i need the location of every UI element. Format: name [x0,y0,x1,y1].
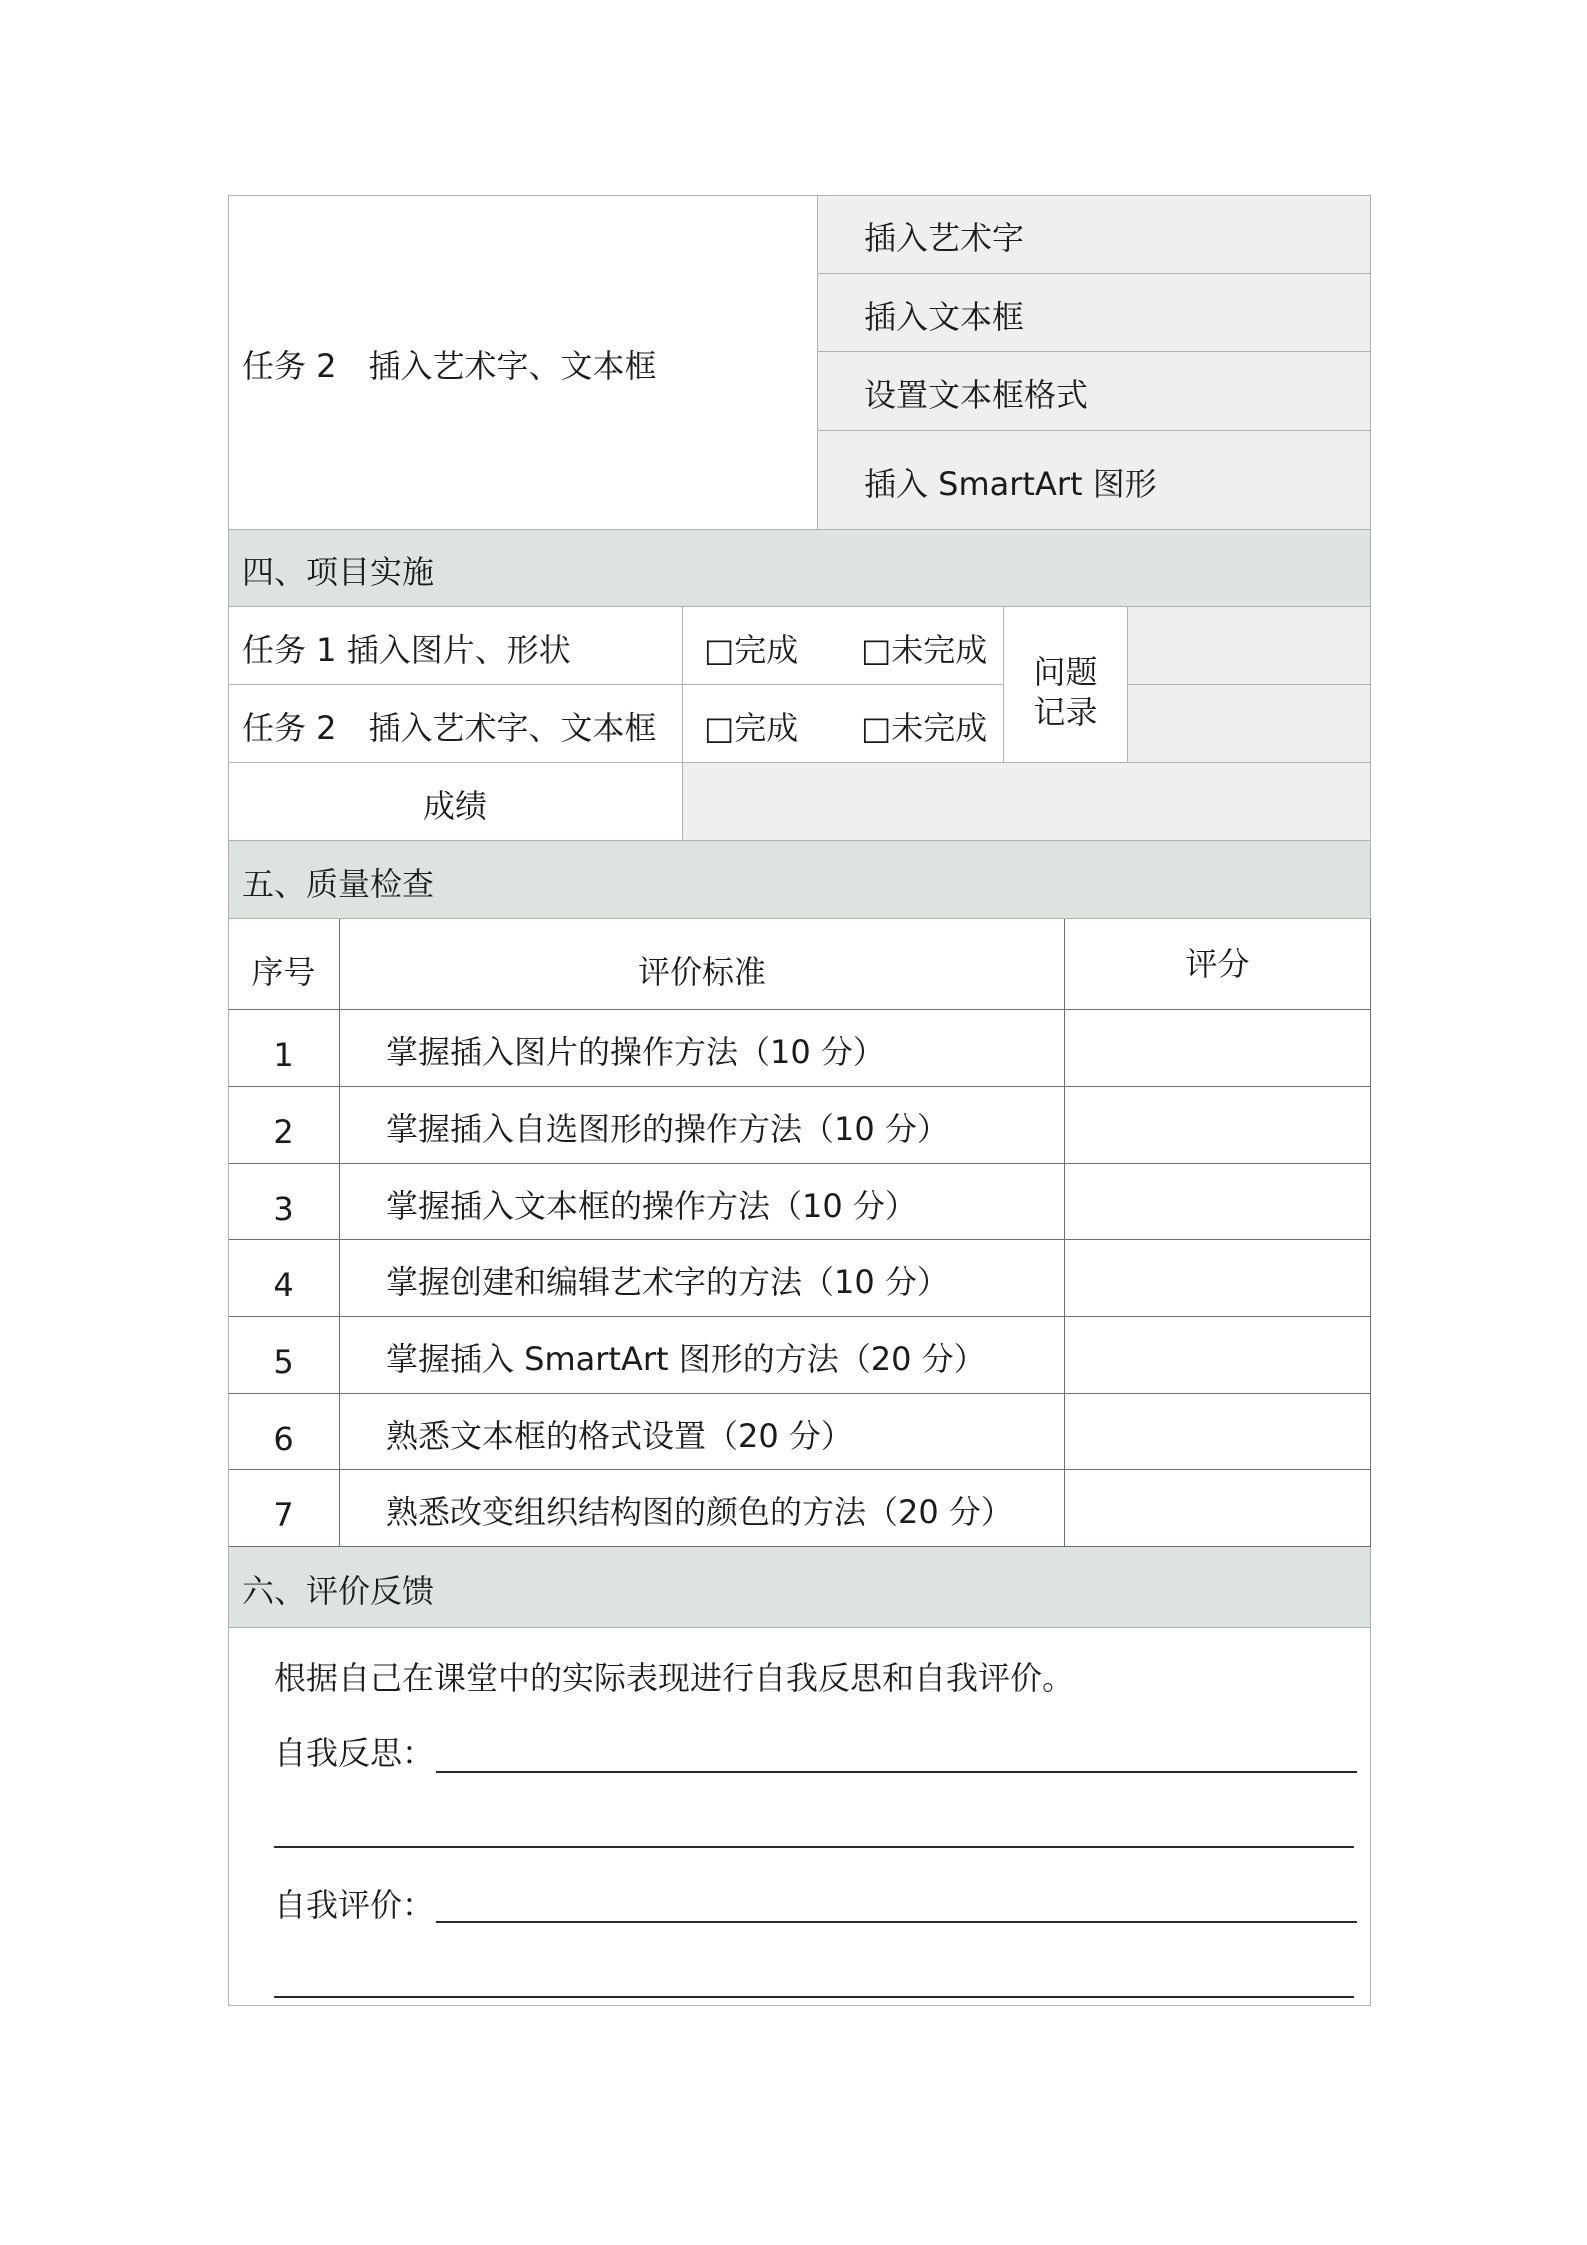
row-criteria-text: 掌握插入文本框的操作方法（10 分） [386,1186,917,1225]
section6-header [228,1547,1371,1628]
task2-step-1: 插入艺术字 [864,219,1025,257]
table-row-score [1065,1317,1371,1394]
table-row-criteria [340,1240,1065,1317]
score-label-cell [228,763,683,841]
task2-step-3: 设置文本框格式 [864,376,1089,414]
table-row-no [228,1394,340,1470]
issue-record-label-cell [1004,607,1128,763]
table-row-criteria [340,1470,1065,1547]
task1-name: 任务 1 插入图片、形状 [242,630,571,669]
section5-header [228,841,1371,919]
task2-step-2: 插入文本框 [864,297,1025,336]
table-row-score [1065,1394,1371,1470]
col-header-no-text: 序号 [251,953,316,991]
row-no: 5 [273,1343,294,1381]
table-row-no [228,1164,340,1240]
table-row-no [228,1240,340,1317]
row-no: 6 [273,1419,294,1458]
table-row-criteria [340,1087,1065,1164]
table-row-score [1065,1240,1371,1317]
table-row-criteria [340,1010,1065,1087]
row-criteria-text: 掌握插入自选图形的操作方法（10 分） [386,1110,949,1148]
task2-title: 任务 2 插入艺术字、文本框 [242,347,657,385]
score-field [683,763,1371,841]
table-row-no [228,1317,340,1394]
row-no: 1 [273,1036,294,1074]
table-row-criteria [340,1164,1065,1240]
task2-name: 任务 2 插入艺术字、文本框 [242,708,657,747]
row-criteria-text: 掌握插入 SmartArt 图形的方法（20 分） [386,1340,986,1378]
row-criteria-text: 掌握创建和编辑艺术字的方法（10 分） [386,1263,949,1301]
col-header-score [1065,919,1371,1010]
evaluation-label: 自我评价： [274,1886,435,1924]
reflection-line-1 [436,1771,1357,1773]
task1-undone-checkbox[interactable]: □未完成 [861,630,988,669]
col-header-no [228,919,340,1010]
task2-step-4: 插入 SmartArt 图形 [864,465,1157,503]
task2-step-cell [818,352,1371,431]
evaluation-line-1 [436,1921,1357,1923]
row-criteria-text: 熟悉文本框的格式设置（20 分） [386,1416,853,1455]
evaluation-line-2 [274,1996,1354,1998]
table-row-score [1065,1087,1371,1164]
section4-header [228,530,1371,607]
task2-undone-checkbox[interactable]: □未完成 [861,708,988,747]
task2-name-cell [228,685,683,763]
feedback-cell [228,1628,1371,2006]
col-header-criteria-text: 评价标准 [637,953,766,991]
row-no: 7 [273,1496,294,1534]
section5-title: 五、质量检查 [242,864,435,903]
table-row-score [1065,1164,1371,1240]
task1-status-cell [683,607,1004,685]
table-row-score [1065,1010,1371,1087]
row-criteria-text: 掌握插入图片的操作方法（10 分） [386,1033,885,1071]
task2-done-checkbox[interactable]: □完成 [704,708,799,747]
task2-step-cell [818,195,1371,274]
section6-title: 六、评价反馈 [242,1572,435,1610]
task2-status-cell [683,685,1004,763]
issue-record-field [1128,607,1371,685]
row-no: 2 [273,1113,294,1151]
table-row-criteria [340,1317,1065,1394]
table-row-no [228,1470,340,1547]
task2-title-cell [228,195,818,530]
feedback-intro: 根据自己在课堂中的实际表现进行自我反思和自我评价。 [274,1659,1075,1697]
reflection-label: 自我反思： [274,1734,435,1772]
table-row-no [228,1010,340,1087]
task1-name-cell [228,607,683,685]
table-row-score [1065,1470,1371,1547]
row-no: 4 [273,1266,294,1304]
table-row-criteria [340,1394,1065,1470]
row-no: 3 [273,1189,294,1228]
table-row-no [228,1087,340,1164]
score-label: 成绩 [422,786,487,825]
section4-title: 四、项目实施 [242,553,435,591]
row-criteria-text: 熟悉改变组织结构图的颜色的方法（20 分） [386,1493,1013,1531]
col-header-criteria [340,919,1065,1010]
issue-label-line2: 记录 [1033,692,1098,731]
reflection-line-2 [274,1846,1354,1848]
task1-done-checkbox[interactable]: □完成 [704,630,799,669]
col-header-score-text: 评分 [1185,945,1250,983]
task2-step-cell [818,274,1371,352]
task2-step-cell [818,431,1371,530]
issue-label-line1: 问题 [1033,652,1098,691]
issue-record-field [1128,685,1371,763]
